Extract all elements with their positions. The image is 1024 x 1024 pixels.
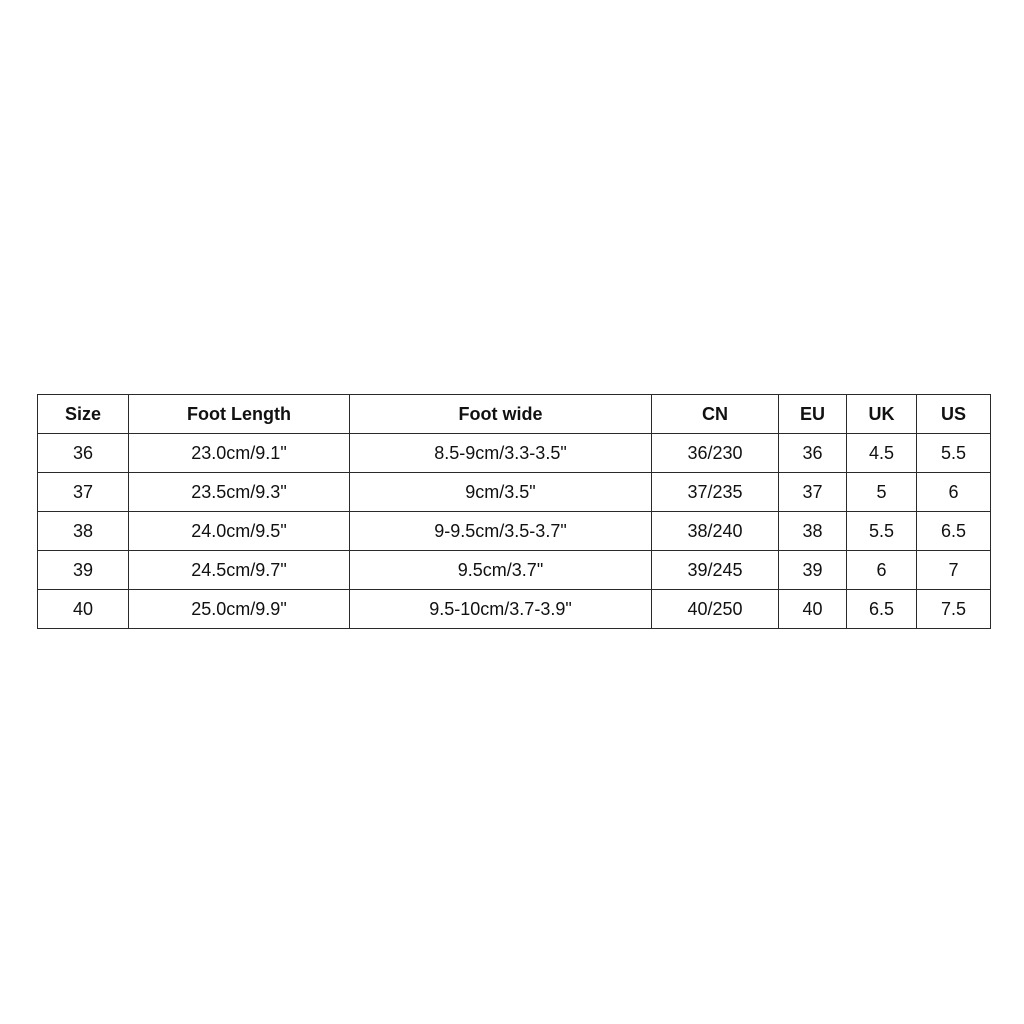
table-row — [38, 473, 991, 512]
cell-eu: 36 — [779, 434, 847, 473]
cell-foot-wide: 9-9.5cm/3.5-3.7" — [350, 512, 652, 551]
cell-cn: 39/245 — [652, 551, 779, 590]
cell-foot-length: 24.5cm/9.7" — [129, 551, 350, 590]
cell-eu: 39 — [779, 551, 847, 590]
cell-size: 40 — [38, 590, 129, 629]
cell-foot-wide: 9cm/3.5" — [350, 473, 652, 512]
cell-us: 5.5 — [917, 434, 991, 473]
table-row — [38, 551, 991, 590]
cell-foot-length: 25.0cm/9.9" — [129, 590, 350, 629]
cell-us: 7.5 — [917, 590, 991, 629]
cell-us: 6 — [917, 473, 991, 512]
cell-foot-length: 23.5cm/9.3" — [129, 473, 350, 512]
cell-uk: 5 — [847, 473, 917, 512]
cell-foot-length: 24.0cm/9.5" — [129, 512, 350, 551]
cell-uk: 5.5 — [847, 512, 917, 551]
cell-foot-wide: 9.5cm/3.7" — [350, 551, 652, 590]
cell-uk: 6 — [847, 551, 917, 590]
header-uk: UK — [847, 395, 917, 434]
table-row — [38, 512, 991, 551]
table-row — [38, 590, 991, 629]
header-foot-length: Foot Length — [129, 395, 350, 434]
cell-cn: 38/240 — [652, 512, 779, 551]
cell-eu: 38 — [779, 512, 847, 551]
cell-foot-wide: 9.5-10cm/3.7-3.9" — [350, 590, 652, 629]
cell-uk: 4.5 — [847, 434, 917, 473]
cell-uk: 6.5 — [847, 590, 917, 629]
header-cn: CN — [652, 395, 779, 434]
cell-eu: 37 — [779, 473, 847, 512]
cell-foot-length: 23.0cm/9.1" — [129, 434, 350, 473]
table-header-row — [38, 395, 991, 434]
table-row — [38, 434, 991, 473]
cell-cn: 37/235 — [652, 473, 779, 512]
cell-foot-wide: 8.5-9cm/3.3-3.5" — [350, 434, 652, 473]
header-foot-wide: Foot wide — [350, 395, 652, 434]
cell-size: 39 — [38, 551, 129, 590]
size-chart-table — [37, 394, 991, 629]
header-eu: EU — [779, 395, 847, 434]
header-size: Size — [38, 395, 129, 434]
cell-cn: 36/230 — [652, 434, 779, 473]
cell-us: 6.5 — [917, 512, 991, 551]
header-us: US — [917, 395, 991, 434]
cell-size: 37 — [38, 473, 129, 512]
cell-size: 38 — [38, 512, 129, 551]
cell-size: 36 — [38, 434, 129, 473]
cell-cn: 40/250 — [652, 590, 779, 629]
cell-eu: 40 — [779, 590, 847, 629]
cell-us: 7 — [917, 551, 991, 590]
